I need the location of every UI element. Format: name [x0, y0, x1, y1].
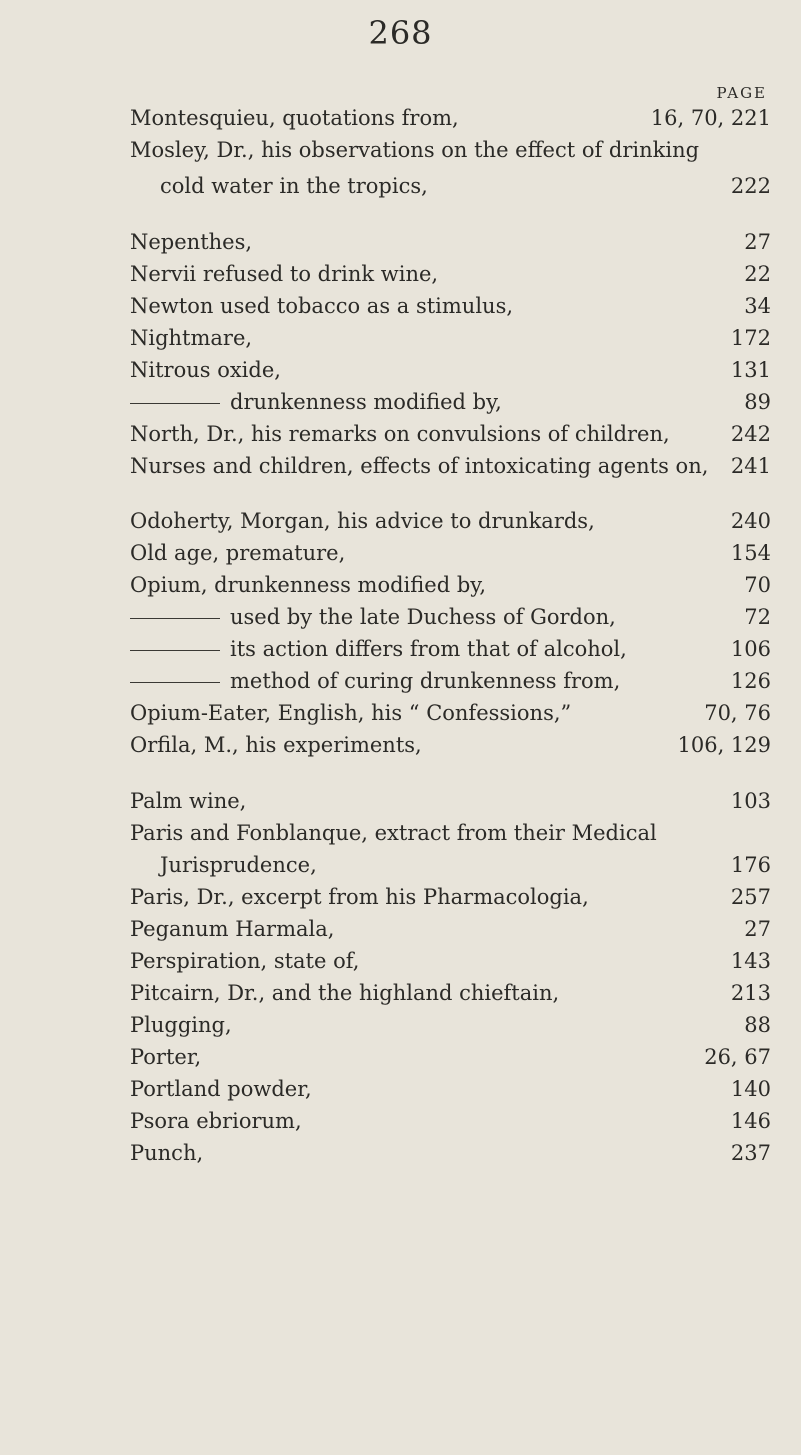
- entry-text: Peganum Harmala,: [130, 917, 335, 941]
- entry-text: Plugging,: [130, 1013, 232, 1037]
- entry-text: Portland powder,: [130, 1077, 312, 1101]
- index-entry: [0, 322, 801, 354]
- entry-pages: 34: [744, 294, 771, 318]
- index-entry: [0, 881, 801, 913]
- entry-text: cold water in the tropics,: [160, 174, 428, 198]
- entry-text: Opium, drunkenness modified by,: [130, 573, 487, 597]
- index-entry: [0, 945, 801, 977]
- entry-pages: 106: [730, 637, 771, 661]
- index-entry: [0, 134, 801, 166]
- entry-pages: 131: [730, 358, 771, 382]
- entry-text: Perspiration, state of,: [130, 949, 360, 973]
- entry-text: North, Dr., his remarks on convulsions of children,: [130, 422, 670, 446]
- entry-text: Pitcairn, Dr., and the highland chieftain,: [130, 981, 560, 1005]
- entry-pages: 154: [730, 541, 771, 565]
- entry-pages: 146: [730, 1109, 771, 1133]
- index-entry: [0, 290, 801, 322]
- entry-pages: 70, 76: [704, 701, 771, 725]
- index-entry: [0, 785, 801, 817]
- index-entry: [0, 569, 801, 601]
- entry-text: Orfila, M., his experiments,: [130, 733, 422, 757]
- entry-pages: 143: [730, 949, 771, 973]
- index-entry: [0, 633, 801, 665]
- entry-text: used by the late Duchess of Gordon,: [230, 605, 616, 629]
- ditto-dash: [130, 403, 220, 404]
- entry-pages: 241: [730, 454, 771, 478]
- index-entry: [0, 601, 801, 633]
- entry-text: Old age, premature,: [130, 541, 346, 565]
- entry-text: method of curing drunkenness from,: [230, 669, 621, 693]
- ditto-dash: [130, 682, 220, 683]
- entry-pages: 176: [730, 853, 771, 877]
- index-entry: [0, 729, 801, 761]
- entry-pages: 213: [730, 981, 771, 1005]
- entry-pages: 70: [744, 573, 771, 597]
- entry-text: Mosley, Dr., his observations on the effect of drinking: [130, 138, 700, 162]
- index-entry: [0, 354, 801, 386]
- page-number: 268: [368, 14, 433, 52]
- entry-pages: 16, 70, 221: [650, 106, 771, 130]
- index-entry: [0, 977, 801, 1009]
- entry-text: Paris and Fonblanque, extract from their Medical: [130, 821, 657, 845]
- entry-text: Porter,: [130, 1045, 202, 1069]
- index-entry: [0, 170, 801, 202]
- entry-pages: 242: [730, 422, 771, 446]
- index-entry: [0, 1041, 801, 1073]
- entry-text: Newton used tobacco as a stimulus,: [130, 294, 514, 318]
- entry-text: Nervii refused to drink wine,: [130, 262, 439, 286]
- index-entry: [0, 817, 801, 849]
- entry-text: Palm wine,: [130, 789, 247, 813]
- entry-pages: 222: [730, 174, 771, 198]
- entry-text: Nightmare,: [130, 326, 253, 350]
- ditto-dash: [130, 650, 220, 651]
- entry-pages: 172: [730, 326, 771, 350]
- index-entry: [0, 505, 801, 537]
- entry-pages: 89: [744, 390, 771, 414]
- entry-text: Montesquieu, quotations from,: [130, 106, 459, 130]
- entry-text: Jurisprudence,: [160, 853, 317, 877]
- entry-pages: 106, 129: [677, 733, 771, 757]
- entry-pages: 26, 67: [704, 1045, 771, 1069]
- index-entry: [0, 258, 801, 290]
- ditto-dash: [130, 618, 220, 619]
- index-entry: [0, 102, 801, 134]
- index-entry: [0, 1105, 801, 1137]
- entry-text: Paris, Dr., excerpt from his Pharmacologia,: [130, 885, 589, 909]
- entry-pages: 22: [744, 262, 771, 286]
- index-entry: [0, 418, 801, 450]
- entry-text: its action differs from that of alcohol,: [230, 637, 627, 661]
- entry-pages: 72: [744, 605, 771, 629]
- index-entry: [0, 1137, 801, 1169]
- index-entry: [0, 450, 801, 482]
- entry-pages: 140: [730, 1077, 771, 1101]
- index-entry: [0, 849, 801, 881]
- index-entry: [0, 1073, 801, 1105]
- entry-pages: 237: [730, 1141, 771, 1165]
- index-entry: [0, 386, 801, 418]
- entry-text: drunkenness modified by,: [230, 390, 502, 414]
- entry-pages: 27: [744, 230, 771, 254]
- entry-text: Psora ebriorum,: [130, 1109, 302, 1133]
- entry-pages: 126: [730, 669, 771, 693]
- entry-text: Nepenthes,: [130, 230, 253, 254]
- index-entry: [0, 697, 801, 729]
- entry-pages: 103: [730, 789, 771, 813]
- entry-text: Opium-Eater, English, his “ Confessions,”: [130, 701, 572, 725]
- entry-pages: 27: [744, 917, 771, 941]
- index-entry: [0, 913, 801, 945]
- entry-pages: 88: [744, 1013, 771, 1037]
- index-entry: [0, 226, 801, 258]
- index-entry: [0, 665, 801, 697]
- entry-text: Punch,: [130, 1141, 204, 1165]
- entry-pages: 240: [730, 509, 771, 533]
- index-entry: [0, 1009, 801, 1041]
- entry-text: Odoherty, Morgan, his advice to drunkards,: [130, 509, 595, 533]
- page-column-label: PAGE: [716, 84, 767, 102]
- entry-text: Nurses and children, effects of intoxicating agents on,: [130, 454, 709, 478]
- entry-pages: 257: [730, 885, 771, 909]
- index-entry: [0, 537, 801, 569]
- entry-text: Nitrous oxide,: [130, 358, 281, 382]
